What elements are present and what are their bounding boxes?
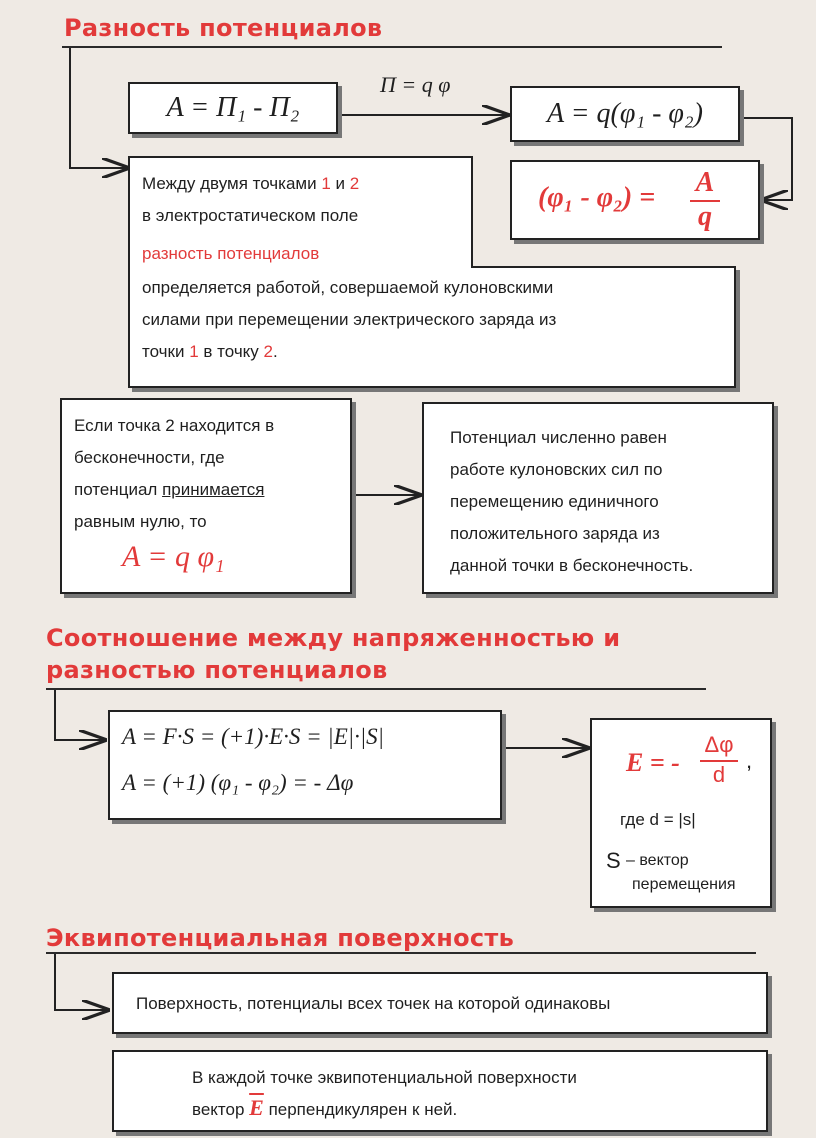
perpendicular-line-1: В каждой точке эквипотенциальной поверхности [192, 1068, 577, 1087]
field-formula-comma: , [746, 748, 753, 773]
formula-work-field-2: A = (+1) (φ₁ - φ₂) = - Δφ [122, 770, 354, 795]
section2-rule [46, 688, 706, 690]
arrow-heading2-to-formula [55, 690, 105, 740]
field-formula-numerator: Δφ [704, 732, 734, 757]
infinity-line-3: потенциал принимается [74, 480, 265, 499]
definition-line-6: точки 1 в точку 2. [142, 342, 278, 361]
section3-rule [46, 952, 756, 954]
field-where: где d = |s| [620, 810, 696, 829]
definition-line-1: Между двумя точками 1 и 2 [142, 174, 360, 193]
displacement-desc-2: перемещения [632, 876, 736, 893]
section1-rule [62, 46, 722, 48]
section2-heading-line-2: разностью потенциалов [46, 656, 388, 684]
vector-e-symbol: $\overline{E}$ [249, 1095, 264, 1120]
equipotential-definition: Поверхность, потенциалы всех точек на которой одинаковы [136, 994, 611, 1013]
field-formula-denominator: d [712, 762, 726, 787]
section2-heading-line-1: Соотношение между напряженностью и [46, 624, 621, 652]
arrow-heading3-to-def [55, 952, 108, 1010]
definition-box-step-top [471, 266, 736, 268]
potential-line-1: Потенциал численно равен [450, 428, 667, 447]
section3-heading: Эквипотенциальная поверхность [46, 924, 515, 952]
formula-diff-lhs: (φ₁ - φ₂) = [538, 182, 656, 213]
perpendicular-line-2: вектор $\overline{E}$ перпендикулярен к ней. [192, 1095, 458, 1120]
formula-box-work-energy [128, 82, 338, 134]
definition-box-step [471, 156, 473, 268]
definition-line-2: в электростатическом поле [142, 206, 359, 225]
formula-box-potential-difference [510, 160, 760, 240]
equipotential-definition-box [112, 972, 768, 1034]
definition-line-5: силами при перемещении электрического заряда из [142, 310, 557, 329]
equipotential-perpendicular-box [112, 1050, 768, 1132]
formula-work-charge: A = q(φ₁ - φ₂) [547, 98, 703, 129]
formula-box-work-field [108, 710, 502, 820]
potential-line-4: положительного заряда из [450, 524, 660, 543]
formula-work-energy: A = П₁ - П₂ [166, 92, 300, 123]
definition-term: разность потенциалов [142, 244, 320, 263]
potential-line-3: перемещению единичного [450, 492, 659, 511]
field-strength-box [590, 718, 772, 908]
formula-diff-numerator: A [695, 167, 715, 198]
formula-work-field-1: A = F·S = (+1)·E·S = |E|·|S| [122, 724, 384, 749]
displacement-desc-1: – вектор [626, 852, 689, 869]
infinity-line-2: бесконечности, где [74, 448, 225, 467]
formula-diff-denominator: q [698, 201, 712, 232]
definition-line-4: определяется работой, совершаемой кулоновскими [142, 278, 554, 297]
potential-line-5: данной точки в бесконечность. [450, 556, 694, 575]
potential-line-2: работе кулоновских сил по [450, 460, 663, 479]
infinity-box [60, 398, 352, 594]
infinity-line-4: равным нулю, то [74, 512, 207, 531]
field-formula-lhs: E = - [626, 748, 680, 777]
section1-heading: Разность потенциалов [64, 14, 383, 42]
arrow-heading-to-definition [70, 48, 128, 168]
infinity-formula: A = q φ₁ [122, 540, 225, 573]
formula-box-work-charge [510, 86, 740, 142]
formula-energy-potential: П = q φ [380, 72, 451, 97]
potential-definition-box [422, 402, 774, 594]
infinity-line-1: Если точка 2 находится в [74, 416, 275, 435]
displacement-symbol: S [606, 848, 621, 873]
